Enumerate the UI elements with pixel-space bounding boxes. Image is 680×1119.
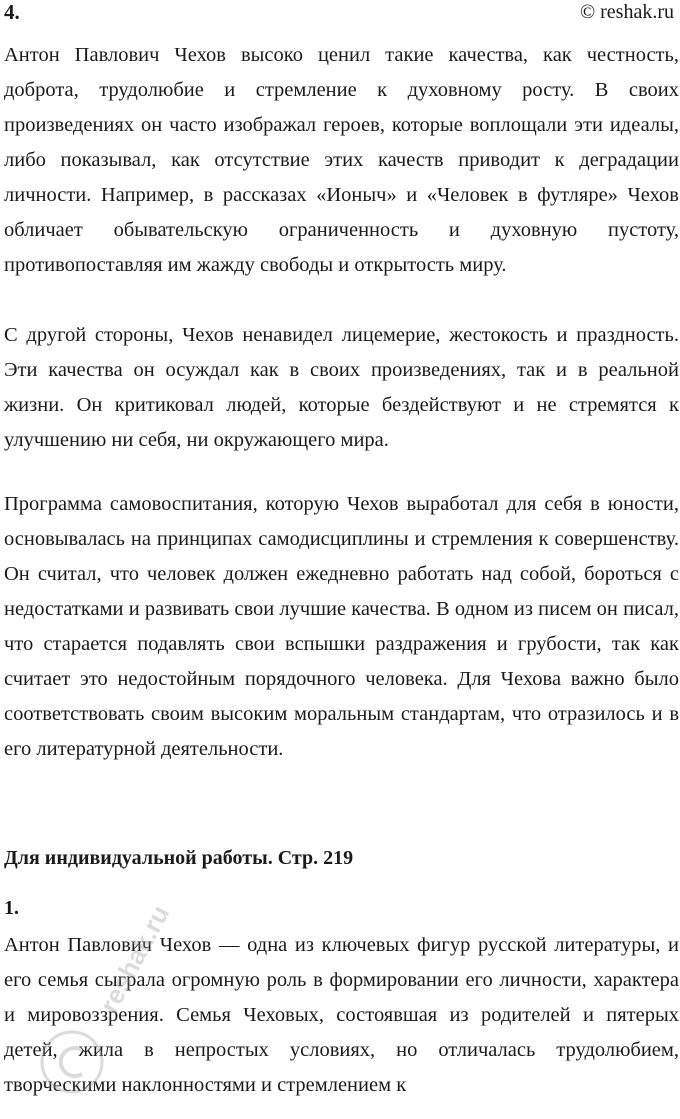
- watermark-text: reshak.ru: [93, 900, 176, 1018]
- final-paragraph: Антон Павлович Чехов — одна из ключевых фигур русской литературы, и его семья сыграла огромную роль в формировании его личности, характера и мировоззрения. Семья Чеховых, состоявшая из родителей и пятерых детей, жила в непростых условиях, но отличалась трудолюбием, творческими наклонностями и стремлением к: [4, 934, 679, 1096]
- task-number: 4.: [4, 0, 20, 24]
- paragraph-2: С другой стороны, Чехов ненавидел лицемерие, жестокость и праздность. Эти качества он осуждал как в своих произведениях, так и в реальной жизни. Он критиковал людей, которые бездействуют и не стремятся к улучшению ни себя, ни окружающего мира.: [4, 324, 679, 451]
- site-credit: © reshak.ru: [579, 1, 674, 23]
- paragraph-1: Антон Павлович Чехов высоко ценил такие качества, как честность, доброта, трудолюбие и стремление к духовному росту. В своих произведениях он часто изображал героев, которые воплощали эти идеалы, либо показывал, как отсутствие этих качеств приводит к деградации личности. Например, в рассказах «Ионыч» и «Человек в футляре» Чехов обличает обывательскую ограниченность и духовную пустоту, противопоставляя им жажду свободы и открытость миру.: [4, 44, 679, 276]
- paragraph-3: Программа самовоспитания, которую Чехов выработал для себя в юности, основывалась на принципах самодисциплины и стремления к совершенству. Он считал, что человек должен ежедневно работать над собой, бороться с недостатками и развивать свои лучшие качества. В одном из писем он писал, что старается подавлять свои вспышки раздражения и грубости, так как считает это недостойным порядочного человека. Для Чехова важно было соответствовать своим высоким моральным стандартам, что отразилось и в его литературной деятельности.: [4, 493, 679, 760]
- item-number: 1.: [4, 897, 19, 919]
- section-heading: Для индивидуальной работы. Стр. 219: [4, 847, 354, 869]
